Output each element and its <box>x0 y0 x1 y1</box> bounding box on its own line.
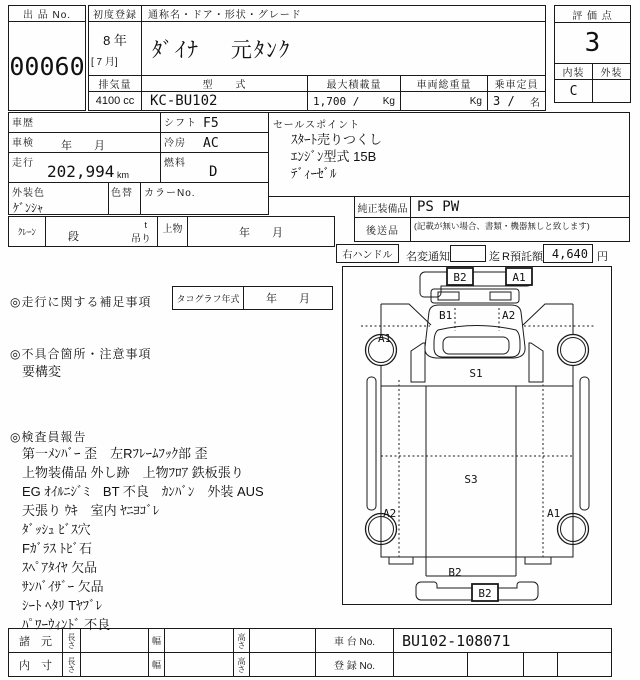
windshield-inner <box>443 337 509 354</box>
model-code-label: 型 式 <box>141 75 308 92</box>
vehicle-name-label: 通称名・ドア・形状・グレード <box>141 5 546 22</box>
first-registration-label: 初度登録 <box>88 5 142 22</box>
cab-left-label: B1 <box>439 309 453 322</box>
inspection-label: 車検 <box>12 138 34 149</box>
color-change-cell <box>108 182 141 215</box>
bed-area-label: S3 <box>464 473 478 486</box>
spec-height-label <box>233 628 250 653</box>
uwamono-label-cell: 上物 <box>157 216 188 247</box>
name-change-label: 名変通知 <box>406 251 450 263</box>
rear-edge-label: B2 <box>448 566 462 579</box>
gross-weight-label: 車両総重量 <box>400 75 488 92</box>
inspector-line: ｼｰﾄ ﾍﾀﾘ Tﾔﾌﾞﾚ <box>22 598 103 613</box>
aircon-cell <box>160 132 269 153</box>
shift-label: シフト <box>164 118 197 129</box>
inspector-line: ｻﾝﾊﾞｲｻﾞｰ 欠品 <box>22 579 104 594</box>
mirror-right <box>523 304 573 325</box>
history-label: 車歴 <box>12 118 34 129</box>
sales-point-title: セールスポイント <box>273 120 361 131</box>
exterior-grade-label: 外装 <box>592 63 631 80</box>
sales-point-line: ｴﾝｼﾞﾝ型式 15B <box>291 149 377 164</box>
registration-no-value <box>393 652 468 677</box>
rear-side-left-label: A2 <box>383 507 397 520</box>
inspector-line: EG ｵｲﾙﾆｼﾞﾐ BT 不良 ｶﾝﾊﾞﾝ 外装 AUS <box>22 484 264 499</box>
tachograph-label: タコグラフ年式 <box>172 286 244 310</box>
sales-point-line: ｽﾀｰﾄ売りつくし <box>291 132 383 147</box>
rear-side-right-label: A1 <box>547 507 561 520</box>
displacement-value: 4100 cc <box>88 91 142 111</box>
front-bumper-marker: B2 <box>453 271 467 284</box>
mileage-note-title: ◎走行に関する補足事項 <box>10 295 152 309</box>
spec-width-label: 幅 <box>148 628 165 653</box>
history-cell <box>8 112 161 133</box>
aircon-value: AC <box>203 136 219 151</box>
inner-length-label <box>62 652 81 677</box>
footer-empty-cell <box>557 652 612 677</box>
yen-label: 円 <box>597 251 608 263</box>
inner-height-value <box>249 652 316 677</box>
front-side-left-label: A1 <box>378 332 392 345</box>
max-load-unit: Kg <box>382 95 395 107</box>
bed-outline <box>381 386 573 557</box>
front-corner-marker: A1 <box>512 271 526 284</box>
made-label: 迄 <box>489 251 500 263</box>
shift-value: F5 <box>203 116 219 131</box>
chassis-no-value: BU102-108071 <box>393 628 612 653</box>
crane-spec-cell <box>45 216 158 247</box>
rear-bumper-marker: B2 <box>478 587 492 600</box>
cab-front-panel <box>431 289 519 303</box>
later-shipment-label: 後送品 <box>354 217 411 242</box>
capacity-number: 3 / <box>493 94 515 108</box>
door-right <box>529 343 543 382</box>
inspection-cell <box>8 132 161 153</box>
mileage-cell <box>8 152 161 183</box>
height-label: 高さ <box>237 656 246 673</box>
deposit-value: 4,640 <box>543 244 593 263</box>
rhd-badge: 右ハンドル <box>336 244 399 263</box>
cab-vent-right <box>490 292 511 300</box>
body-color-cell <box>8 182 109 215</box>
first-registration-year: 8 年 <box>103 33 127 48</box>
defect-title: ◎不具合箇所・注意事項 <box>10 347 152 361</box>
side-rail-left <box>367 377 376 510</box>
mileage-unit: km <box>117 170 129 180</box>
exterior-grade-value <box>592 79 631 103</box>
first-registration-month: [ 7 月] <box>91 57 118 68</box>
vehicle-diagram-frame <box>342 266 612 605</box>
later-shipment-note: (記載が無い場合、書類・機器無しと致します) <box>410 217 630 242</box>
inspector-title: ◎検査員報告 <box>10 430 87 444</box>
lot-no-label: 出 品 No. <box>8 5 86 22</box>
tachograph-value: 年 月 <box>243 286 333 310</box>
fuel-cell <box>160 152 269 183</box>
interior-grade-label: 内装 <box>554 63 593 80</box>
color-change-label: 色替 <box>111 188 133 199</box>
cab-area-label: S1 <box>469 367 483 380</box>
uwamono-value-cell: 年 月 <box>187 216 335 247</box>
gross-weight-value: Kg <box>400 91 488 111</box>
inner-row-label: 内 寸 <box>8 652 63 677</box>
wheel-front-right <box>558 335 589 366</box>
capacity-unit: 名 <box>530 97 540 109</box>
crane-dan-label: 段 <box>68 231 79 243</box>
inspector-line: 上物装備品 外し跡 上物ﾌﾛｱ 鉄板張り <box>22 465 244 480</box>
vehicle-name: ﾀﾞｲﾅ 元ﾀﾝｸ <box>141 21 546 76</box>
mirror-left <box>381 304 431 325</box>
inspector-line: ﾊﾟﾜｰｳｨﾝﾄﾞ 不良 <box>22 617 111 632</box>
oem-equipment-label: 純正装備品 <box>354 196 411 218</box>
lot-no-value: 00060 <box>8 21 86 111</box>
displacement-label: 排気量 <box>88 75 142 92</box>
spec-height-value <box>249 628 316 653</box>
footer-empty-cell <box>467 652 524 677</box>
vehicle-diagram <box>343 267 611 604</box>
fuel-value: D <box>209 164 218 180</box>
spec-length-label <box>62 628 81 653</box>
color-no-label: カラーNo. <box>144 188 196 199</box>
mud-flap-left <box>389 557 413 564</box>
aircon-label: 冷房 <box>164 138 186 149</box>
color-no-cell <box>140 182 269 215</box>
inner-width-label: 幅 <box>148 652 165 677</box>
inspector-report <box>22 444 264 634</box>
spec-width-value <box>164 628 234 653</box>
inner-length-value <box>80 652 149 677</box>
inspector-line: 天張り ｳｷ 室内 ﾔﾆﾖｺﾞﾚ <box>22 503 160 518</box>
chassis-no-label: 車 台 No. <box>315 628 394 653</box>
max-load-number: 1,700 / <box>313 94 360 108</box>
inspector-line: Fｶﾞﾗｽ ﾄﾋﾞ石 <box>22 541 93 556</box>
crane-label-cell: ｸﾚｰﾝ <box>8 216 46 247</box>
first-registration-value <box>88 21 142 76</box>
height-label: 高さ <box>237 632 246 649</box>
door-left <box>411 343 425 382</box>
model-code-value: KC-BU102 <box>141 91 308 111</box>
shift-cell <box>160 112 269 133</box>
score-value: 3 <box>554 22 631 64</box>
crane-tsuri-label: 吊り <box>131 234 151 245</box>
body-color-value: ｹﾞﾝｼｬ <box>13 201 44 215</box>
length-label: 長さ <box>67 632 76 649</box>
inspector-line: ｽﾍﾟｱﾀｲﾔ 欠品 <box>22 560 98 575</box>
max-load-label: 最大積載量 <box>307 75 401 92</box>
inner-width-value <box>164 652 234 677</box>
defect-line: 要構変 <box>22 364 62 379</box>
inspection-value: 年 月 <box>61 140 105 152</box>
footer-empty-cell <box>523 652 558 677</box>
name-change-box <box>450 245 486 262</box>
cab-right-label: A2 <box>502 309 516 322</box>
inspector-line: ﾀﾞｯｼｭ ﾋﾞｽ穴 <box>22 522 91 537</box>
crane-t-label: t <box>144 220 147 230</box>
spec-row-label: 諸 元 <box>8 628 63 653</box>
spec-length-value <box>80 628 149 653</box>
capacity-label: 乗車定員 <box>487 75 546 92</box>
max-load-value <box>307 91 401 111</box>
inner-height-label <box>233 652 250 677</box>
length-label: 長さ <box>67 656 76 673</box>
sales-point-box <box>268 112 630 197</box>
deposit-label: R預託額 <box>502 251 543 263</box>
body-color-label: 外装色 <box>12 188 45 199</box>
oem-equipment-value: PS PW <box>410 196 630 218</box>
inspector-line: 第一ﾒﾝﾊﾞｰ 歪 左Rﾌﾚｰﾑﾌｯｸ部 歪 <box>22 446 208 461</box>
sales-point-line: ﾃﾞｨｰｾﾞﾙ <box>291 166 337 181</box>
mileage-value: 202,994 <box>47 162 115 181</box>
registration-no-label: 登 録 No. <box>315 652 394 677</box>
mileage-label: 走行 <box>12 158 34 169</box>
score-label: 評 価 点 <box>554 5 631 23</box>
side-rail-right <box>580 377 589 510</box>
interior-grade-value: C <box>554 79 593 103</box>
mud-flap-right <box>525 557 551 564</box>
fuel-label: 燃料 <box>164 158 186 169</box>
capacity-value <box>487 91 546 111</box>
